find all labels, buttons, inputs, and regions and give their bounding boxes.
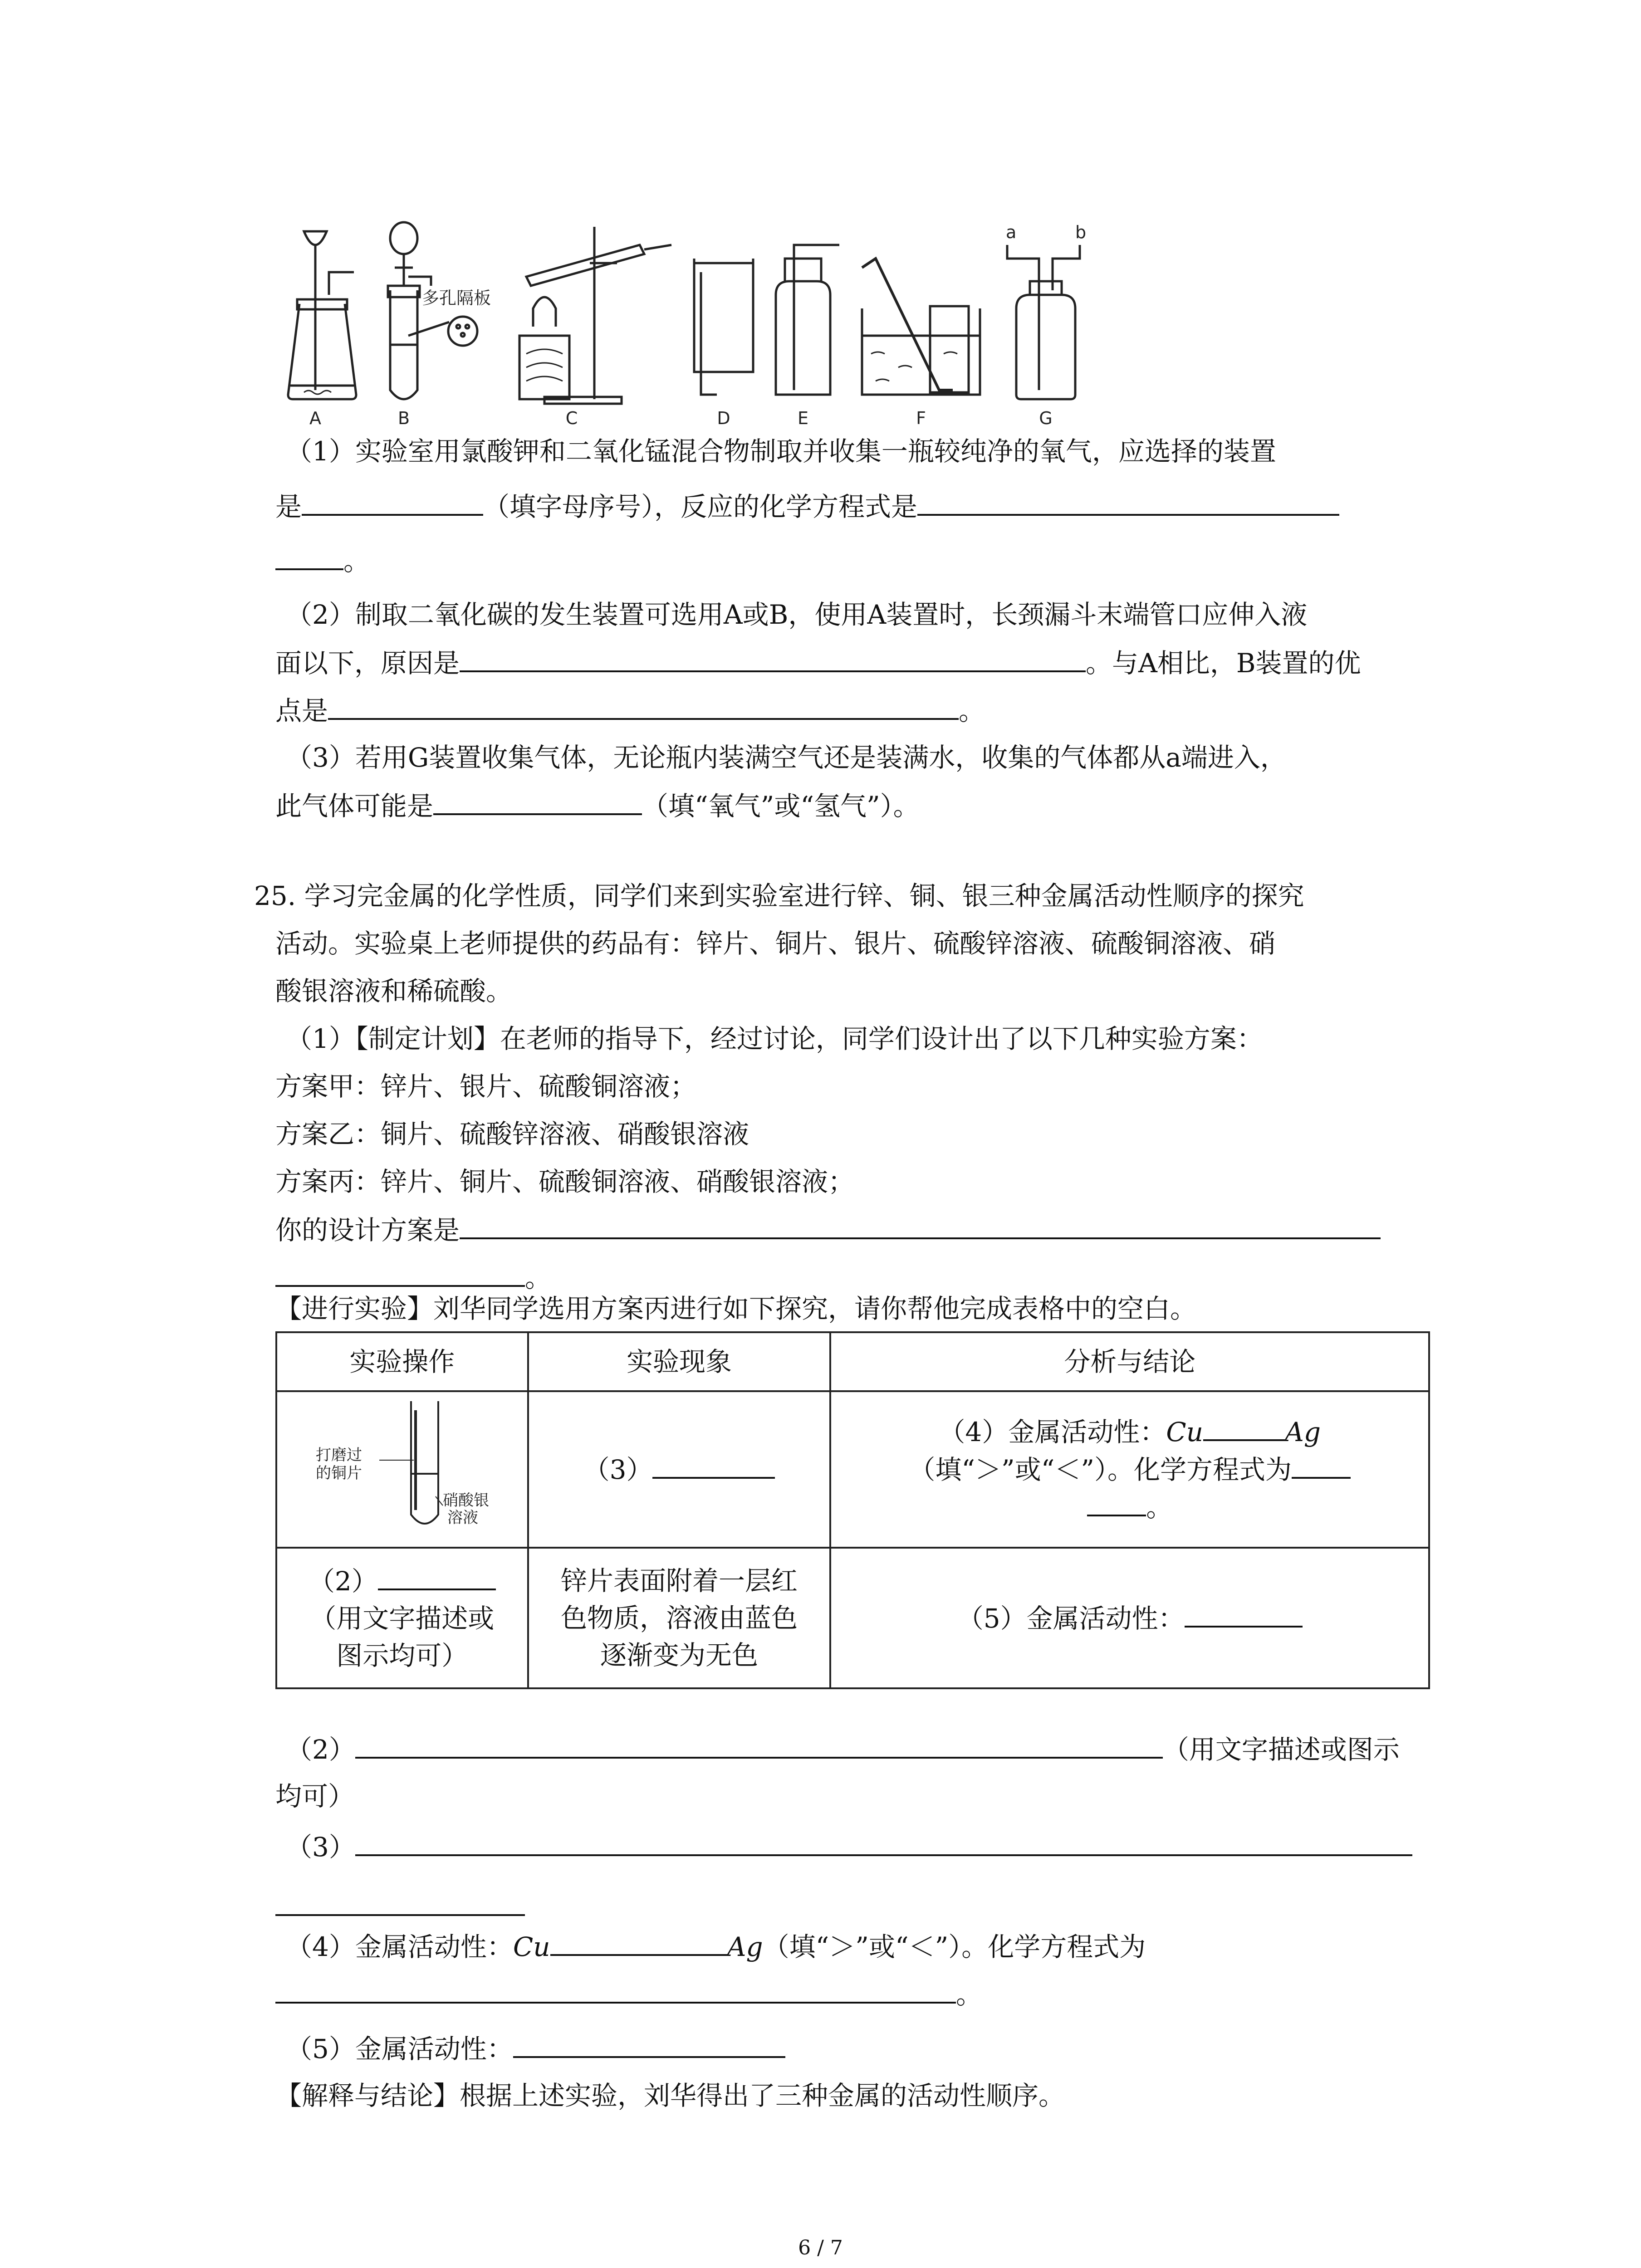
answer-blank-your-plan-cont[interactable] — [275, 1259, 525, 1287]
q24-part3-line2: 此气体可能是 （填“氧气”或“氢气”）。 — [275, 787, 920, 824]
label-e: E — [797, 408, 809, 428]
test-tube-diagram — [307, 1392, 497, 1537]
answer-blank-apparatus[interactable] — [302, 488, 483, 516]
q25-answer-4-cont: 。 — [275, 1975, 982, 2013]
q25-your-plan-cont: 。 — [275, 1259, 551, 1296]
experiment-table — [275, 1331, 1430, 1689]
label-a: A — [309, 408, 321, 428]
q25-answer-2: （2） （用文字描述或图示 — [286, 1730, 1400, 1768]
label-c: C — [565, 408, 578, 428]
apparatus-f — [862, 259, 980, 395]
cell-analysis-2: （5）金属活动性： — [830, 1548, 1429, 1688]
q25-plan-c: 方案丙：锌片、铜片、硫酸铜溶液、硝酸银溶液； — [275, 1166, 855, 1197]
q25-answer-3: （3） — [286, 1828, 1412, 1865]
q24-part2-line1: （2）制取二氧化碳的发生装置可选用A或B，使用A装置时，长颈漏斗末端管口应伸入液 — [286, 599, 1308, 630]
answer-blank-gas[interactable] — [433, 787, 642, 815]
apparatus-b — [388, 222, 477, 399]
q25-intro-line1: 25. 学习完金属的化学性质，同学们来到实验室进行锌、铜、银三种金属活动性顺序的探究 — [254, 880, 1304, 911]
apparatus-g — [1007, 245, 1080, 399]
answer-blank-table-equation-cont[interactable] — [1087, 1488, 1146, 1516]
header-phenomenon: 实验现象 — [528, 1332, 831, 1391]
cell-phenomenon-2: 锌片表面附着一层红 色物质，溶液由蓝色 逐渐变为无色 — [528, 1548, 831, 1688]
q25-plan-heading: （1）【制定计划】在老师的指导下，经过讨论，同学们设计出了以下几种实验方案： — [286, 1023, 1263, 1054]
q25-intro-line2: 活动。实验桌上老师提供的药品有：锌片、铜片、银片、硫酸锌溶液、硫酸铜溶液、硝 — [275, 928, 1276, 959]
answer-blank-activity-order[interactable] — [1185, 1599, 1303, 1628]
answer-blank-3-cont[interactable] — [275, 1914, 525, 1916]
table-header-row — [276, 1332, 1429, 1391]
answer-blank-table-equation[interactable] — [1292, 1451, 1351, 1479]
header-analysis: 分析与结论 — [830, 1332, 1429, 1391]
q25-plan-a: 方案甲：锌片、银片、硫酸铜溶液； — [275, 1071, 697, 1102]
answer-blank-your-plan[interactable] — [460, 1211, 1381, 1239]
tube-label-1: 打磨过 — [316, 1446, 362, 1464]
apparatus-e — [776, 245, 839, 395]
table-row — [276, 1391, 1429, 1548]
q25-answer-4: （4）金属活动性：Cu Ag（填“＞”或“＜”）。化学方程式为 — [286, 1928, 1146, 1965]
q25-conclusion: 【解释与结论】根据上述实验，刘华得出了三种金属的活动性顺序。 — [275, 2080, 1065, 2111]
answer-blank-reason[interactable] — [460, 644, 1086, 672]
apparatus-d — [694, 259, 753, 395]
apparatus-c — [519, 227, 671, 404]
label-d: D — [717, 408, 730, 428]
tube-label-2: 的铜片 — [316, 1464, 362, 1482]
q24-part2-line2: 面以下，原因是 。与A相比，B装置的优 — [275, 644, 1361, 681]
port-label-b: b — [1075, 222, 1087, 242]
q24-part3-line1: （3）若用G装置收集气体，无论瓶内装满空气还是装满水，收集的气体都从a端进入， — [286, 742, 1287, 773]
porous-plate-label: 多孔隔板 — [422, 288, 491, 308]
cell-phenomenon-1: （3） — [528, 1391, 831, 1548]
answer-blank-4-equation[interactable] — [275, 1975, 956, 2004]
answer-blank-4-compare[interactable] — [550, 1928, 727, 1956]
answer-blank-2[interactable] — [355, 1730, 1163, 1759]
answer-blank-compare[interactable] — [1203, 1413, 1285, 1441]
answer-blank-equation-cont[interactable] — [275, 542, 343, 570]
label-f: F — [916, 408, 926, 428]
cell-operation-2: （2） （用文字描述或 图示均可） — [276, 1548, 528, 1688]
q25-intro-line3: 酸银溶液和稀硫酸。 — [275, 976, 513, 1007]
answer-blank-operation[interactable] — [378, 1562, 496, 1590]
header-operation: 实验操作 — [276, 1332, 528, 1391]
cell-tube-diagram — [276, 1391, 528, 1548]
q25-answer-2-cont: 均可） — [275, 1781, 355, 1812]
q25-experiment-heading: 【进行实验】刘华同学选用方案丙进行如下探究，请你帮他完成表格中的空白。 — [275, 1293, 1197, 1324]
answer-blank-3[interactable] — [355, 1828, 1412, 1856]
table-row — [276, 1548, 1429, 1688]
q25-answer-5: （5）金属活动性： — [286, 2030, 785, 2067]
tube-label-3: 硝酸银 — [443, 1491, 490, 1510]
answer-blank-phenomenon[interactable] — [652, 1451, 775, 1479]
label-g: G — [1039, 408, 1053, 428]
q25-plan-b: 方案乙：铜片、硫酸锌溶液、硝酸银溶液 — [275, 1119, 749, 1149]
q24-part2-line3: 点是 。 — [275, 692, 985, 729]
q24-part1-line2: 是 （填字母序号），反应的化学方程式是 — [275, 488, 1339, 525]
apparatus-figure — [272, 218, 1112, 431]
page-number: 6 / 7 — [798, 2236, 843, 2259]
answer-blank-5[interactable] — [513, 2030, 785, 2058]
q24-part1-line3: 。 — [275, 542, 370, 579]
answer-blank-advantage[interactable] — [328, 692, 959, 720]
q24-part1-line1: （1）实验室用氯酸钾和二氧化锰混合物制取并收集一瓶较纯净的氧气，应选择的装置 — [286, 436, 1276, 467]
port-label-a: a — [1006, 222, 1017, 242]
apparatus-a — [288, 231, 356, 399]
tube-label-4: 溶液 — [447, 1509, 479, 1527]
label-b: B — [397, 408, 410, 428]
cell-analysis-1: （4）金属活动性：Cu Ag （填“＞”或“＜”）。化学方程式为 。 — [830, 1391, 1429, 1548]
q25-your-plan: 你的设计方案是 — [275, 1211, 1381, 1248]
answer-blank-equation[interactable] — [917, 488, 1339, 516]
